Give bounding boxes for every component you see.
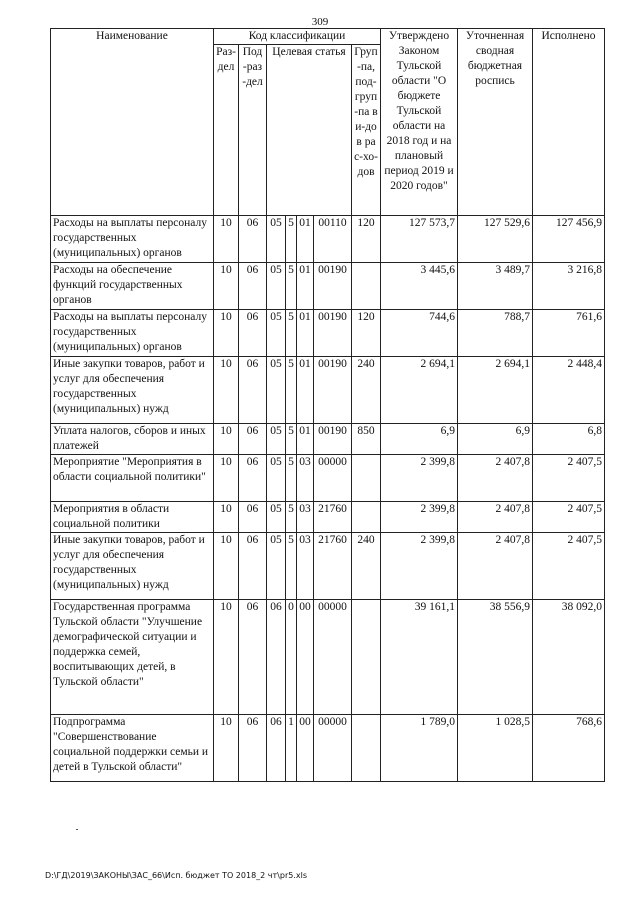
row-name: Расходы на выплаты персоналу государственных (муниципальных) органов [51, 216, 214, 263]
row-executed: 761,6 [533, 310, 605, 357]
page-number: 309 [311, 16, 329, 28]
table-row [51, 455, 605, 502]
row-razdel: 10 [214, 533, 239, 600]
row-approved: 2 694,1 [381, 357, 458, 424]
scan-speck [76, 829, 78, 830]
row-name: Подпрограмма "Совершенствование социальной поддержки семьи и детей в Тульской области" [51, 715, 214, 782]
row-target-program: 05 [267, 310, 286, 357]
row-executed: 3 216,8 [533, 263, 605, 310]
row-target-direction: 00190 [314, 357, 352, 424]
row-podrazdel: 06 [239, 357, 267, 424]
row-target-direction: 00190 [314, 310, 352, 357]
row-target-subprogram: 5 [286, 424, 297, 455]
row-approved: 2 399,8 [381, 455, 458, 502]
table-row [51, 533, 605, 600]
row-name: Расходы на выплаты персоналу государственных (муниципальных) органов [51, 310, 214, 357]
row-target-direction: 00000 [314, 455, 352, 502]
row-target-event: 01 [297, 263, 314, 310]
row-executed: 2 448,4 [533, 357, 605, 424]
row-target-program: 05 [267, 357, 286, 424]
row-name: Уплата налогов, сборов и иных платежей [51, 424, 214, 455]
row-target-subprogram: 5 [286, 502, 297, 533]
row-target-program: 05 [267, 455, 286, 502]
row-podrazdel: 06 [239, 502, 267, 533]
row-target-subprogram: 5 [286, 455, 297, 502]
row-podrazdel: 06 [239, 216, 267, 263]
row-approved: 744,6 [381, 310, 458, 357]
row-podrazdel: 06 [239, 424, 267, 455]
row-name: Мероприятия в области социальной политики [51, 502, 214, 533]
row-expense-type: 120 [352, 216, 381, 263]
row-target-direction: 00000 [314, 600, 352, 715]
row-razdel: 10 [214, 263, 239, 310]
row-expense-type [352, 600, 381, 715]
row-razdel: 10 [214, 310, 239, 357]
row-approved: 2 399,8 [381, 533, 458, 600]
row-refined: 2 407,8 [458, 455, 533, 502]
row-executed: 2 407,5 [533, 502, 605, 533]
table-row [51, 715, 605, 782]
row-podrazdel: 06 [239, 310, 267, 357]
row-target-direction: 21760 [314, 533, 352, 600]
row-razdel: 10 [214, 715, 239, 782]
row-expense-type [352, 263, 381, 310]
row-name: Расходы на обеспечение функций государственных органов [51, 263, 214, 310]
header-refined: Уточненная сводная бюджетная роспись [458, 29, 533, 216]
header-executed: Исполнено [533, 29, 605, 216]
row-target-event: 01 [297, 216, 314, 263]
row-refined: 788,7 [458, 310, 533, 357]
table-row [51, 502, 605, 533]
row-executed: 127 456,9 [533, 216, 605, 263]
table-row [51, 310, 605, 357]
table-row [51, 424, 605, 455]
row-target-direction: 00190 [314, 263, 352, 310]
row-target-direction: 00000 [314, 715, 352, 782]
row-refined: 1 028,5 [458, 715, 533, 782]
row-podrazdel: 06 [239, 715, 267, 782]
row-target-event: 01 [297, 357, 314, 424]
row-target-event: 03 [297, 455, 314, 502]
header-vid: Груп-па, под-груп-па ви-дов рас-хо-дов [352, 45, 381, 216]
row-target-direction: 21760 [314, 502, 352, 533]
header-approved: Утверждено Законом Тульской области "О бюджете Тульской области на 2018 год и на плановый период 2019 и 2020 годов" [381, 29, 458, 216]
row-target-event: 03 [297, 502, 314, 533]
budget-table [50, 28, 605, 782]
row-razdel: 10 [214, 216, 239, 263]
row-target-subprogram: 5 [286, 263, 297, 310]
row-target-program: 05 [267, 502, 286, 533]
row-target-program: 05 [267, 424, 286, 455]
row-target-program: 06 [267, 600, 286, 715]
row-refined: 2 407,8 [458, 502, 533, 533]
row-name: Иные закупки товаров, работ и услуг для обеспечения государственных (муниципальных) нужд [51, 533, 214, 600]
row-refined: 38 556,9 [458, 600, 533, 715]
row-razdel: 10 [214, 600, 239, 715]
row-target-subprogram: 5 [286, 533, 297, 600]
header-name: Наименование [51, 29, 214, 216]
row-podrazdel: 06 [239, 455, 267, 502]
row-expense-type: 240 [352, 533, 381, 600]
row-target-event: 01 [297, 310, 314, 357]
row-refined: 6,9 [458, 424, 533, 455]
row-executed: 2 407,5 [533, 455, 605, 502]
row-expense-type [352, 715, 381, 782]
table-row [51, 263, 605, 310]
row-refined: 2 407,8 [458, 533, 533, 600]
table-row [51, 357, 605, 424]
row-name: Иные закупки товаров, работ и услуг для обеспечения государственных (муниципальных) нужд [51, 357, 214, 424]
row-target-program: 05 [267, 263, 286, 310]
row-target-event: 00 [297, 715, 314, 782]
row-target-subprogram: 5 [286, 310, 297, 357]
file-path-footer: D:\ГД\2019\ЗАКОНЫ\ЗАС_66\Исп. бюджет ТО 2018_2 чт\pr5.xls [45, 871, 307, 880]
row-target-subprogram: 0 [286, 600, 297, 715]
row-target-program: 05 [267, 533, 286, 600]
row-razdel: 10 [214, 502, 239, 533]
row-approved: 1 789,0 [381, 715, 458, 782]
row-target-subprogram: 5 [286, 357, 297, 424]
table-row [51, 216, 605, 263]
row-target-program: 06 [267, 715, 286, 782]
row-executed: 6,8 [533, 424, 605, 455]
table-row [51, 600, 605, 715]
row-target-program: 05 [267, 216, 286, 263]
row-approved: 127 573,7 [381, 216, 458, 263]
row-razdel: 10 [214, 424, 239, 455]
header-podrazdel: Под-раз-дел [239, 45, 267, 216]
row-expense-type: 120 [352, 310, 381, 357]
row-razdel: 10 [214, 455, 239, 502]
header-code-group: Код классификации [214, 29, 381, 45]
row-expense-type [352, 455, 381, 502]
row-target-subprogram: 5 [286, 216, 297, 263]
row-podrazdel: 06 [239, 533, 267, 600]
row-target-event: 00 [297, 600, 314, 715]
row-refined: 3 489,7 [458, 263, 533, 310]
row-name: Государственная программа Тульской области "Улучшение демографической ситуации и поддержка семей, воспитывающих детей, в Тульской области" [51, 600, 214, 715]
row-razdel: 10 [214, 357, 239, 424]
row-target-subprogram: 1 [286, 715, 297, 782]
row-refined: 127 529,6 [458, 216, 533, 263]
header-target: Целевая статья [267, 45, 352, 216]
row-executed: 2 407,5 [533, 533, 605, 600]
row-target-direction: 00190 [314, 424, 352, 455]
row-expense-type [352, 502, 381, 533]
row-target-event: 03 [297, 533, 314, 600]
row-approved: 39 161,1 [381, 600, 458, 715]
row-target-direction: 00110 [314, 216, 352, 263]
header-razdel: Раз-дел [214, 45, 239, 216]
row-podrazdel: 06 [239, 263, 267, 310]
row-name: Мероприятие "Мероприятия в области социальной политики" [51, 455, 214, 502]
row-expense-type: 850 [352, 424, 381, 455]
row-approved: 3 445,6 [381, 263, 458, 310]
row-executed: 38 092,0 [533, 600, 605, 715]
row-expense-type: 240 [352, 357, 381, 424]
row-executed: 768,6 [533, 715, 605, 782]
row-approved: 6,9 [381, 424, 458, 455]
row-target-event: 01 [297, 424, 314, 455]
row-approved: 2 399,8 [381, 502, 458, 533]
row-refined: 2 694,1 [458, 357, 533, 424]
row-podrazdel: 06 [239, 600, 267, 715]
